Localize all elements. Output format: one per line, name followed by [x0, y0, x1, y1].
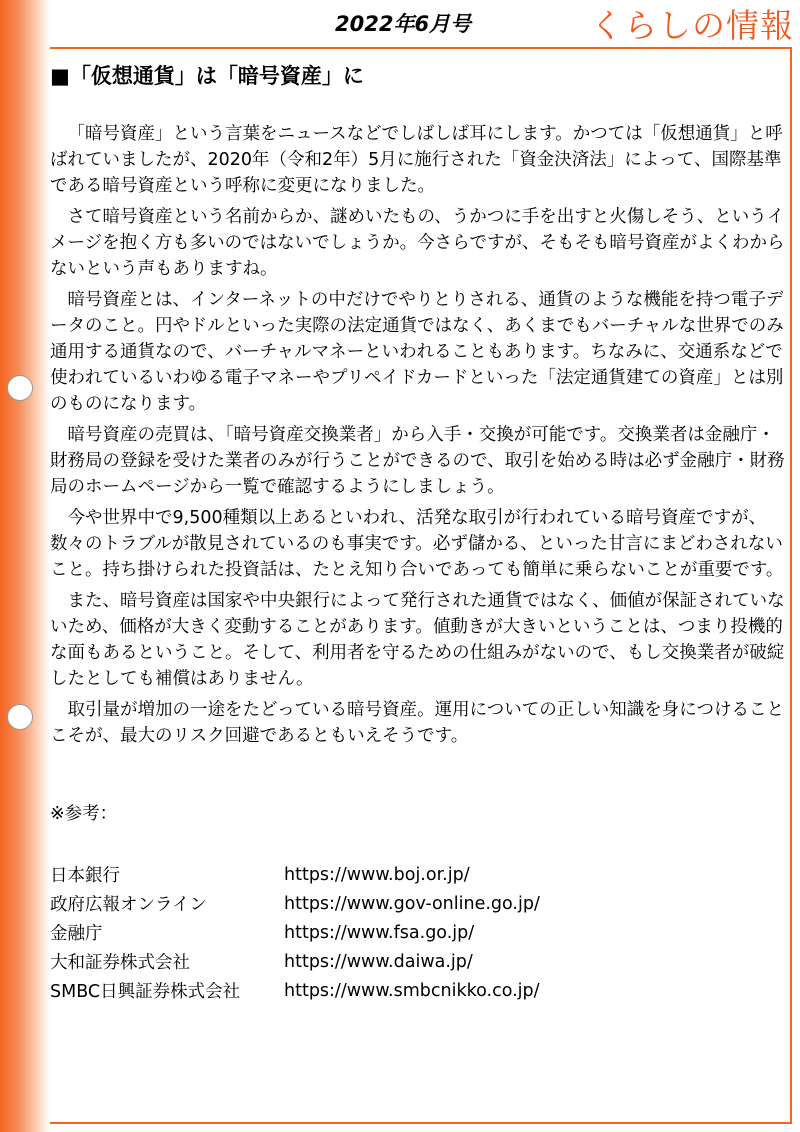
- paragraph: 今や世界中で9,500種類以上あるといわれ、活発な取引が行われている暗号資産ですが、数々のトラブルが散見されているのも事実です。必ず儲かる、といった甘言にまどわされないこと。持ち掛けられた投資話は、たとえ知り合いであっても簡単に乗らないことが重要です。: [50, 508, 784, 580]
- reference-item: [50, 918, 540, 947]
- decorative-side-band: [0, 0, 50, 1132]
- article-title: ■「仮想通貨」は「暗号資産」に: [50, 64, 364, 88]
- reference-name: 金融庁: [50, 924, 103, 944]
- newsletter-title: くらしの情報: [590, 6, 794, 45]
- reference-item: [50, 947, 540, 976]
- paragraph: 暗号資産とは、インターネットの中だけでやりとりされる、通貨のような機能を持つ電子データのこと。円やドルといった実際の法定通貨ではなく、あくまでもバーチャルな世界でのみ通用する通貨なので、バーチャルマネーといわれることもあります。ちなみに、交通系などで使われているいわゆる電子マネーやプリペイドカードといった「法定通貨建ての資産」とは別のものになります。: [50, 290, 784, 414]
- paragraph: さて暗号資産という名前からか、謎めいたもの、うかつに手を出すと火傷しそう、というイメージを抱く方も多いのではないでしょうか。今さらですが、そもそも暗号資産がよくわからないという声もありますね。: [50, 207, 785, 279]
- issue-date: 2022年6月号: [335, 12, 472, 36]
- bottom-border-line: [50, 1122, 792, 1124]
- paragraph: 取引量が増加の一途をたどっている暗号資産。運用についての正しい知識を身につけることこそが、最大のリスク回避であるともいえそうです。: [50, 700, 784, 746]
- reference-item: [50, 889, 540, 918]
- reference-name: SMBC日興証券株式会社: [50, 982, 241, 1002]
- binder-hole: [7, 704, 33, 730]
- reference-name: 政府広報オンライン: [50, 895, 207, 915]
- right-border-line: [790, 47, 792, 1124]
- paragraph: 暗号資産の売買は、「暗号資産交換業者」から入手・交換が可能です。交換業者は金融庁・財務局の登録を受けた業者のみが行うことができるので、取引を始める時は必ず金融庁・財務局のホームページから一覧で確認するようにしましょう。: [50, 425, 785, 497]
- paragraph: 「暗号資産」という言葉をニュースなどでしばしば耳にします。かつては「仮想通貨」と呼ばれていましたが、2020年（令和2年）5月に施行された「資金決済法」によって、国際基準である暗号資産という呼称に変更になりました。: [50, 124, 783, 196]
- reference-item: [50, 976, 540, 1005]
- reference-item: [50, 860, 540, 889]
- reference-url[interactable]: https://www.daiwa.jp/: [284, 951, 473, 972]
- references-label: ※参考：: [50, 804, 118, 824]
- reference-url[interactable]: https://www.smbcnikko.co.jp/: [284, 980, 540, 1001]
- paragraph: また、暗号資産は国家や中央銀行によって発行された通貨ではなく、価値が保証されていないため、価格が大きく変動することがあります。値動きが大きいということは、つまり投機的な面もあるということ。そして、利用者を守るための仕組みがないので、もし交換業者が破綻したとしても補償はありません。: [50, 591, 785, 689]
- article-body: [50, 121, 785, 754]
- references-list: [50, 860, 540, 1005]
- reference-url[interactable]: https://www.gov-online.go.jp/: [284, 893, 540, 914]
- reference-name: 日本銀行: [50, 866, 120, 886]
- reference-name: 大和証券株式会社: [50, 953, 190, 973]
- binder-hole: [7, 375, 33, 401]
- reference-url[interactable]: https://www.boj.or.jp/: [284, 864, 470, 885]
- reference-url[interactable]: https://www.fsa.go.jp/: [284, 922, 475, 943]
- top-border-line: [50, 47, 792, 49]
